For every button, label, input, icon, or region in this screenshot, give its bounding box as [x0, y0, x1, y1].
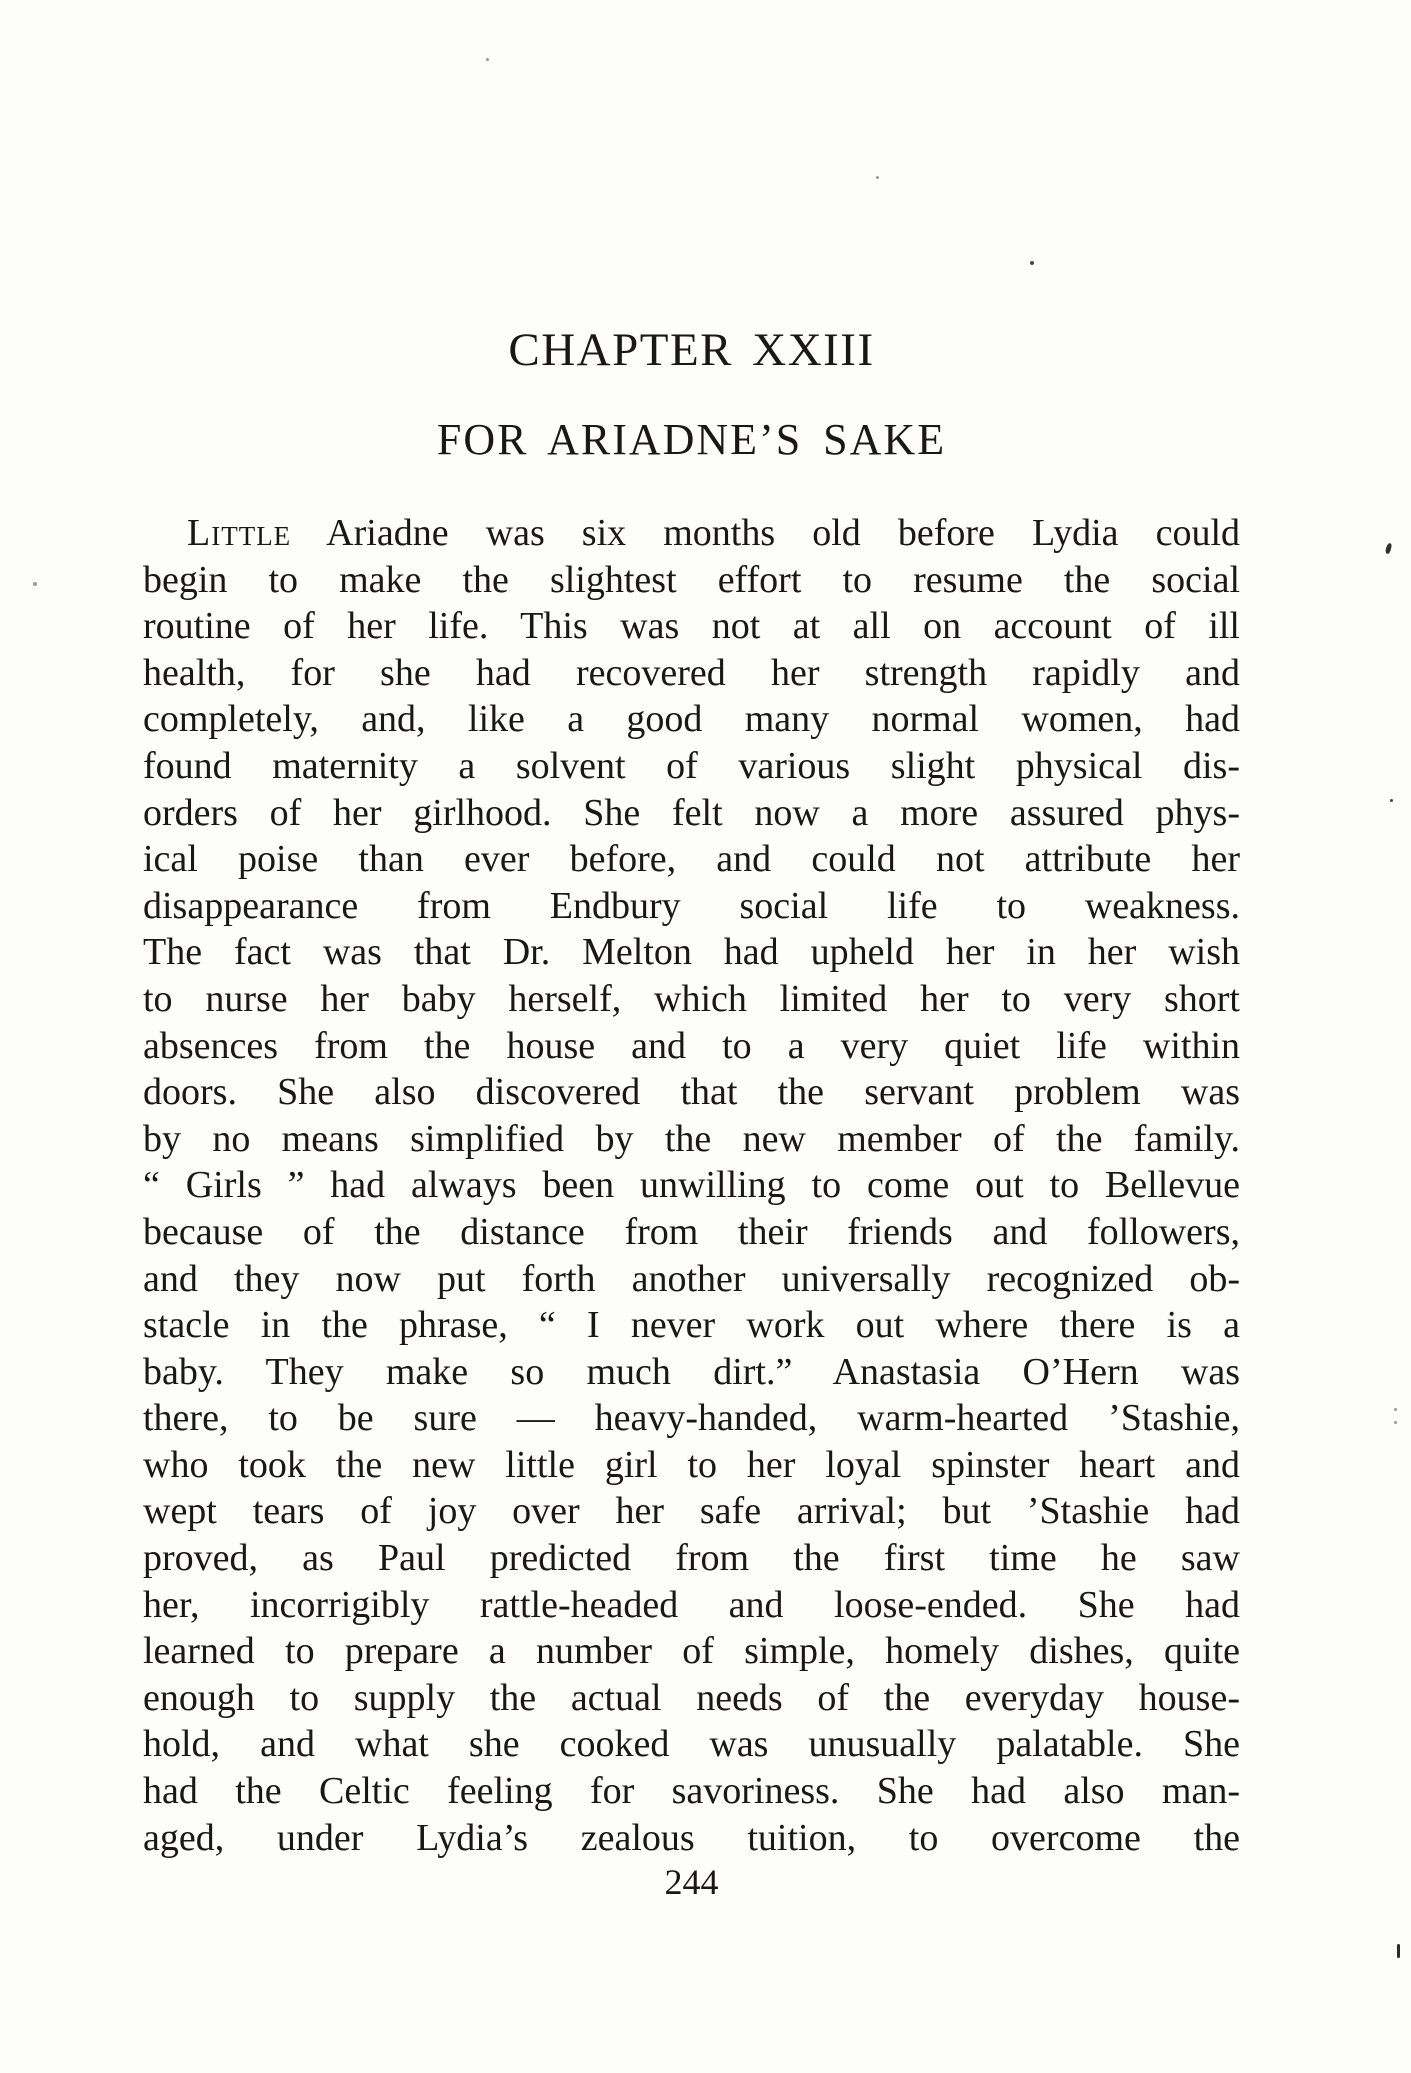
body-line: “ Girls ” had always been unwilling to come out to Bellevue — [143, 1164, 1240, 1207]
body-line: learned to prepare a number of simple, homely dishes, quite — [143, 1630, 1240, 1673]
body-line: proved, as Paul predicted from the first time he saw — [143, 1537, 1240, 1580]
page-number: 244 — [664, 1862, 719, 1902]
body-line: health, for she had recovered her strength rapidly and — [143, 651, 1240, 694]
scan-speck — [1030, 261, 1034, 265]
chapter-subheading: FOR ARIADNE’S SAKE — [436, 415, 947, 464]
scan-speck — [1394, 1421, 1397, 1424]
body-line: found maternity a solvent of various slight physical dis- — [143, 744, 1240, 787]
scan-speck — [1390, 799, 1393, 802]
body-line: begin to make the slightest effort to resume the social — [143, 558, 1240, 601]
scan-speck — [1385, 543, 1393, 555]
scan-speck — [1397, 1944, 1400, 1958]
body-line: disappearance from Endbury social life to weakness. — [143, 884, 1240, 927]
body-line: ical poise than ever before, and could not attribute her — [143, 838, 1240, 881]
body-paragraph — [143, 510, 1240, 1861]
body-line-first — [143, 510, 1240, 557]
body-line: and they now put forth another universally recognized ob- — [143, 1257, 1240, 1300]
scan-speck — [486, 58, 489, 61]
scan-speck — [876, 176, 879, 179]
body-line: because of the distance from their friends and followers, — [143, 1210, 1240, 1253]
scan-speck — [1394, 1408, 1397, 1411]
body-line: aged, under Lydia’s zealous tuition, to overcome the — [143, 1816, 1240, 1859]
body-line: absences from the house and to a very quiet life within — [143, 1024, 1240, 1067]
body-line: hold, and what she cooked was unusually palatable. She — [143, 1723, 1240, 1766]
body-line: had the Celtic feeling for savoriness. She had also man- — [143, 1770, 1240, 1813]
body-line: The fact was that Dr. Melton had upheld her in her wish — [143, 931, 1240, 974]
lead-word: Little — [187, 512, 292, 554]
body-line: doors. She also discovered that the servant problem was — [143, 1071, 1240, 1114]
body-line: who took the new little girl to her loyal spinster heart and — [143, 1443, 1240, 1486]
body-line: there, to be sure — heavy-handed, warm-hearted ’Stashie, — [143, 1397, 1240, 1440]
body-line: wept tears of joy over her safe arrival; but ’Stashie had — [143, 1490, 1240, 1533]
body-line: routine of her life. This was not at all on account of ill — [143, 605, 1240, 648]
first-line-text: Ariadne was six months old before Lydia could — [326, 512, 1240, 554]
body-line: orders of her girlhood. She felt now a more assured phys- — [143, 791, 1240, 834]
body-line: enough to supply the actual needs of the everyday house- — [143, 1676, 1240, 1719]
body-line: completely, and, like a good many normal women, had — [143, 698, 1240, 741]
body-line: by no means simplified by the new member of the family. — [143, 1117, 1240, 1160]
body-line: to nurse her baby herself, which limited her to very short — [143, 977, 1240, 1020]
body-line: her, incorrigibly rattle-headed and loose-ended. She had — [143, 1583, 1240, 1626]
scan-speck — [33, 582, 37, 586]
chapter-heading: CHAPTER XXIII — [508, 324, 875, 376]
body-line: baby. They make so much dirt.” Anastasia O’Hern was — [143, 1350, 1240, 1393]
body-line: stacle in the phrase, “ I never work out where there is a — [143, 1304, 1240, 1347]
